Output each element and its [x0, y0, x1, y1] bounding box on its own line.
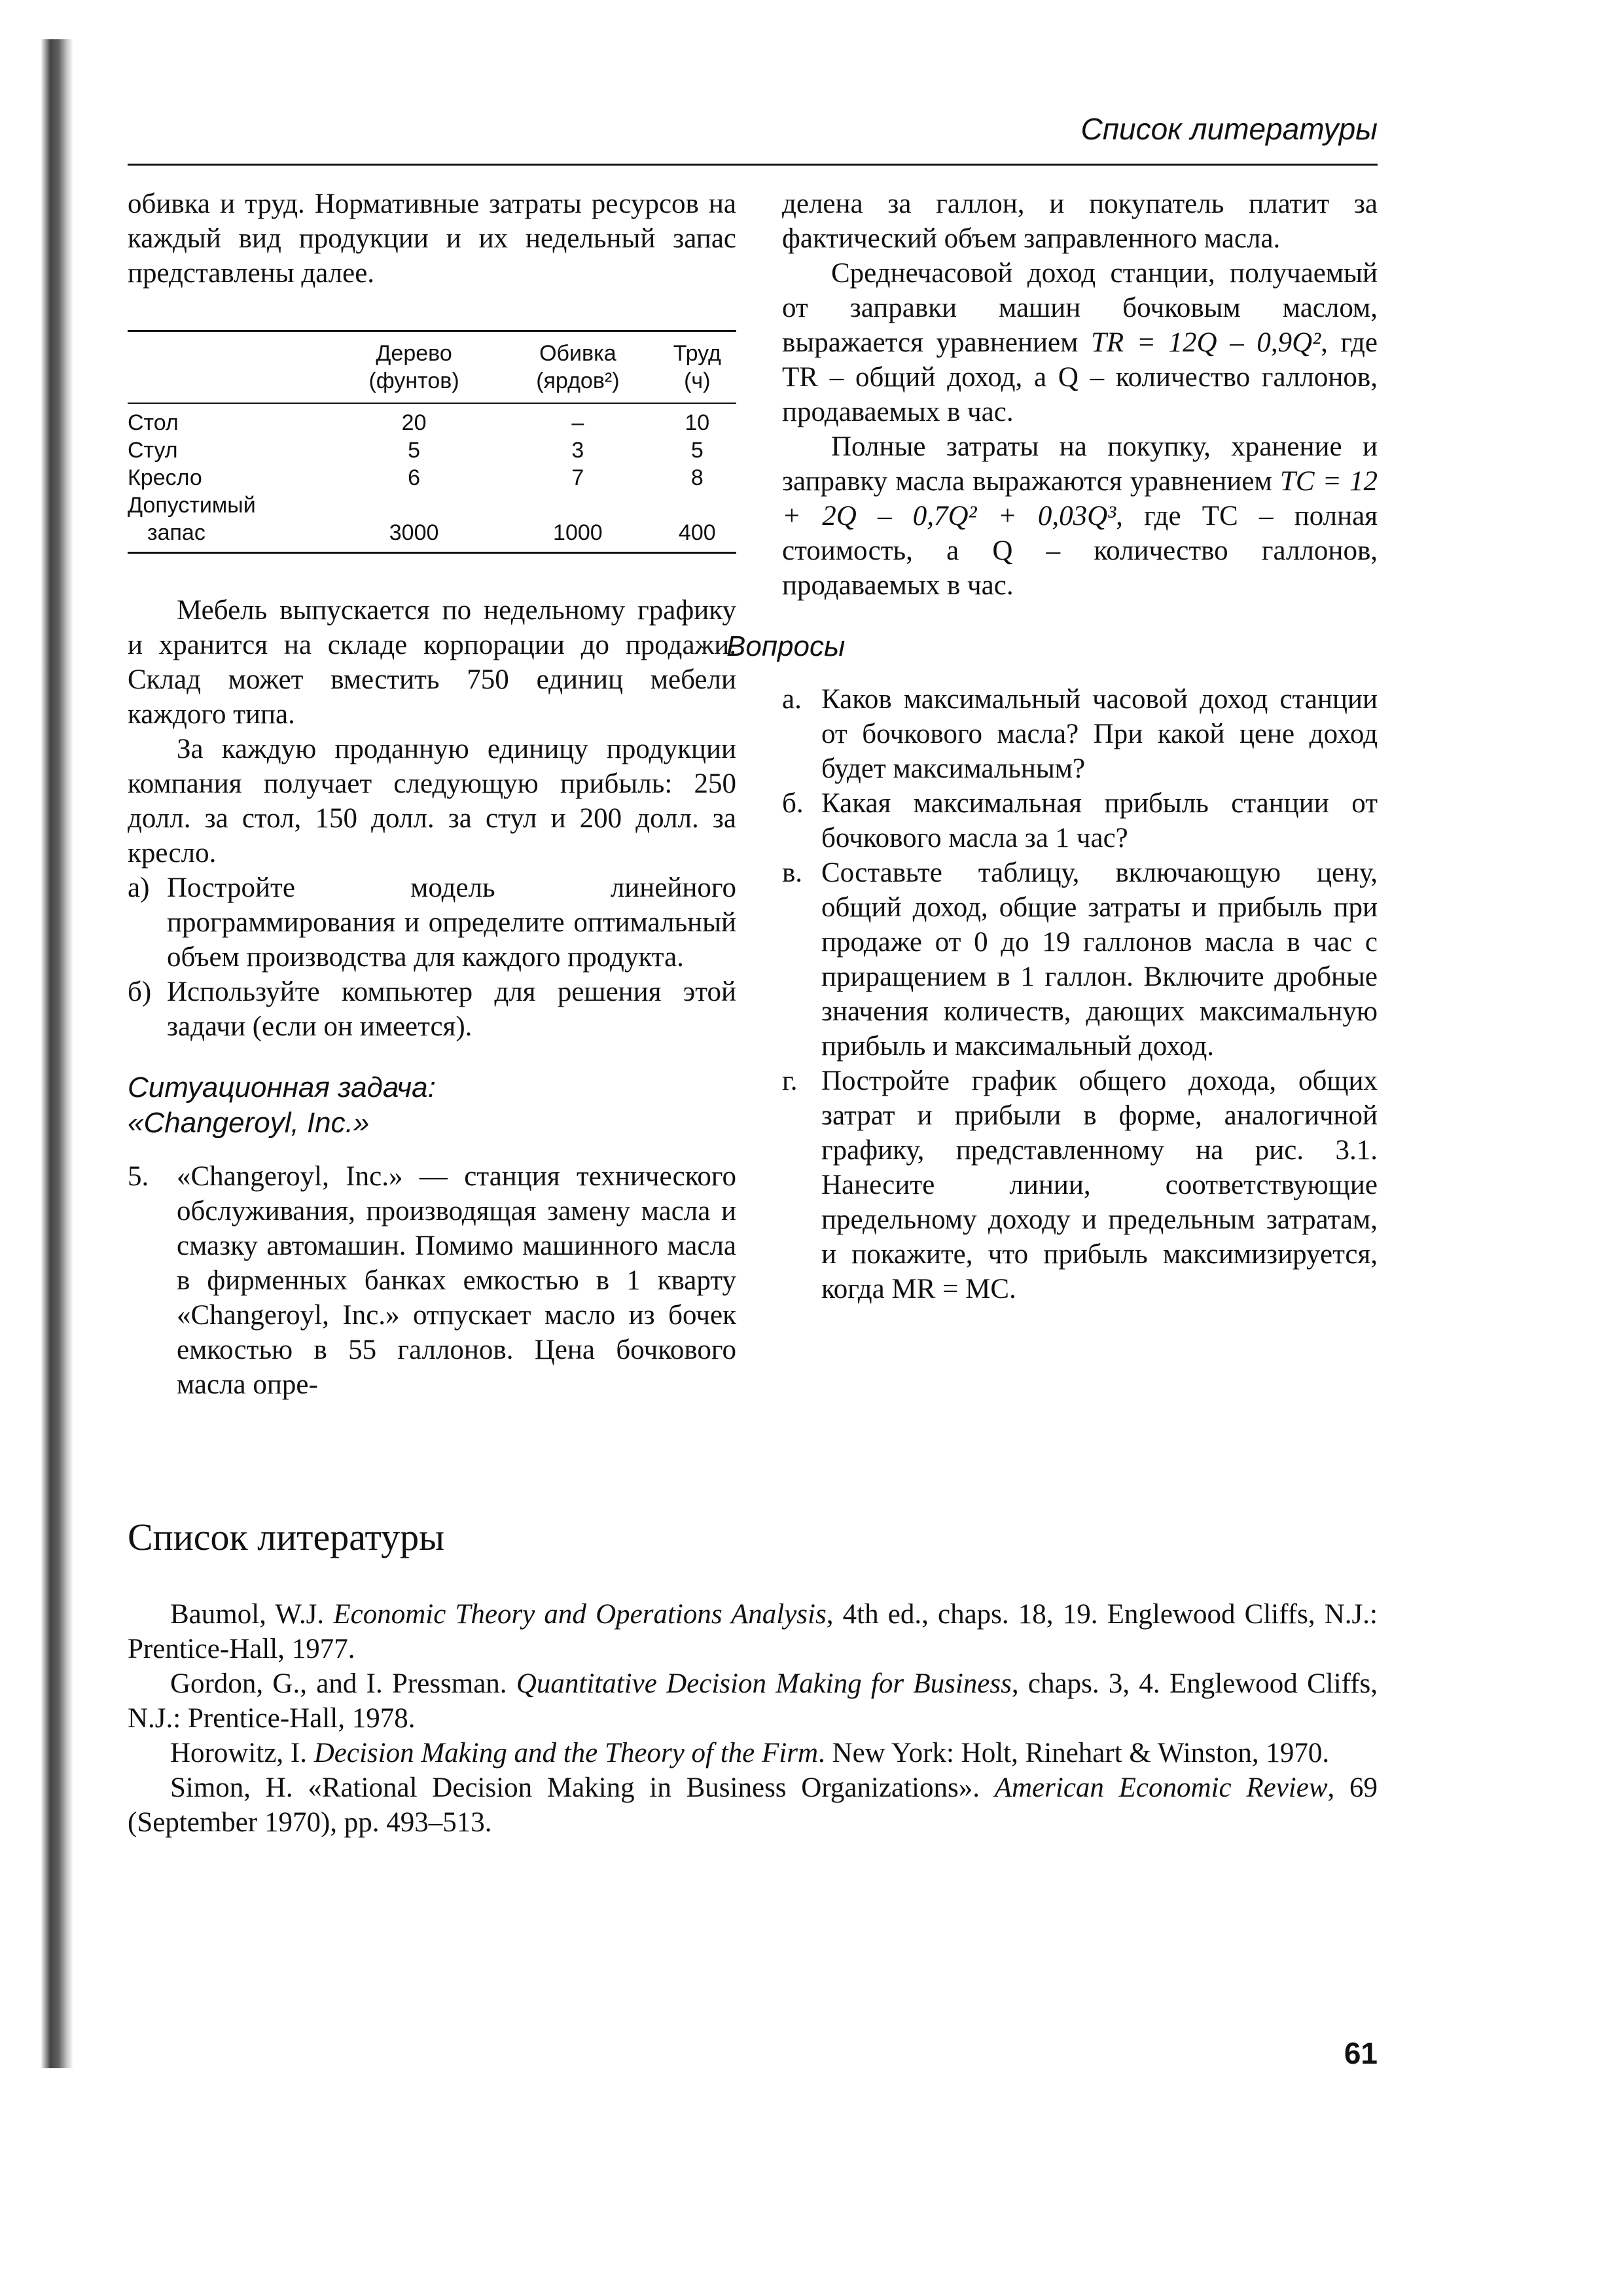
table-header-cell: Труд (ч)	[673, 341, 721, 393]
paragraph: За каждую проданную единицу продукции компания получает следующую прибыль: 250 долл. за стол, 150 долл. за стул и 200 долл. за кресло.	[128, 734, 736, 869]
paragraph: Мебель выпускается по недельному графику и хранится на складе корпорации до продажи. Склад может вместить 750 единиц мебели каждого типа.	[128, 595, 736, 730]
questions-heading: Вопросы	[726, 630, 846, 662]
paragraph: Среднечасовой доход станции, получаемый от заправки машин бочковым маслом, выражается уравнением TR = 12Q – 0,9Q², где TR – общий доход, а Q – количество галлонов, продаваемых в час.	[782, 258, 1378, 427]
list-item-text: Используйте компьютер для решения этой задачи (если он имеется).	[167, 977, 736, 1042]
case-title-line: Ситуационная задача:	[128, 1071, 436, 1103]
row-label: запас	[147, 520, 205, 545]
case-title	[128, 1070, 736, 1141]
table-cell: 10	[685, 410, 710, 435]
table-header-row	[128, 331, 736, 404]
paragraph: делена за галлон, и покупатель платит за фактический объем заправленного масла.	[782, 188, 1378, 254]
references-list	[128, 1597, 1378, 1840]
reference-title: Economic Theory and Operations Analysis	[333, 1599, 827, 1630]
question-text: Составьте таблицу, включающую цену, общий доход, общие затраты и прибыль при продаже от 0 до 19 галлонов масла в час с приращением в 1 галлон. Включите дробные значения количеств, дающих максимальную прибыль и максимальный доход.	[821, 857, 1378, 1062]
table-header-cell: Обивка (ярдов²)	[536, 341, 620, 393]
list-marker: а.	[782, 684, 802, 715]
table-cell: 7	[571, 465, 584, 490]
formula: TR = 12Q – 0,9Q²	[1090, 327, 1321, 358]
question-item	[782, 786, 1378, 855]
case-text: «Changeroyl, Inc.» — станция технического обслуживания, производящая замену масла и смазку автомашин. Помимо машинного масла в фирменных банках емкостью в 1 кварту «Changeroyl, Inc.» отпускает масло из бочек емкостью в 55 галлонов. Цена бочкового масла опре-	[177, 1161, 736, 1400]
table-cell: –	[571, 410, 584, 435]
table-row	[128, 437, 736, 464]
table-row	[128, 492, 736, 519]
intro-text: обивка и труд. Нормативные затраты ресурсов на каждый вид продукции и их недельный запас представлены далее.	[128, 188, 736, 289]
question-text: Какая максимальная прибыль станции от бочкового масла за 1 час?	[821, 788, 1378, 853]
table-cell: 400	[678, 520, 716, 545]
table-cell: 5	[408, 438, 421, 463]
row-label: Стол	[128, 410, 179, 435]
question-text: Постройте график общего дохода, общих затрат и прибыли в форме, аналогичной графику, представленному на рис. 3.1. Нанесите линии, соответствующие предельному доходу и предельным затратам, и покажите, что прибыль максимизируется, когда MR = MC.	[821, 1066, 1378, 1304]
page-number: 61	[1344, 2036, 1378, 2070]
row-label: Кресло	[128, 465, 202, 490]
question-item	[782, 682, 1378, 786]
reference-item: Baumol, W.J. Economic Theory and Operations Analysis, 4th ed., chaps. 18, 19. Englewood Cliffs, N.J.: Prentice-Hall, 1977.	[128, 1599, 1378, 1664]
list-item	[128, 870, 736, 975]
reference-item: Simon, H. «Rational Decision Making in Business Organizations». American Economic Review, 69 (September 1970), pp. 493–513.	[128, 1772, 1378, 1838]
reference-title: American Economic Review	[994, 1772, 1328, 1803]
right-column	[726, 187, 1378, 1306]
table-row	[128, 403, 736, 437]
list-marker: а)	[128, 872, 150, 903]
table-row	[128, 464, 736, 492]
list-item	[128, 975, 736, 1044]
table-header-cell: Дерево (фунтов)	[368, 341, 459, 393]
references-title: Список литературы	[128, 1516, 445, 1558]
left-column	[128, 187, 736, 1402]
reference-item: Gordon, G., and I. Pressman. Quantitative Decision Making for Business, chaps. 3, 4. Englewood Cliffs, N.J.: Prentice-Hall, 1978.	[128, 1668, 1378, 1734]
table-row	[128, 519, 736, 553]
scan-edge-shadow	[41, 39, 73, 2068]
list-item-text: Постройте модель линейного программирования и определите оптимальный объем производства для каждого продукта.	[167, 872, 736, 973]
table-cell: 6	[408, 465, 421, 490]
list-marker: б.	[782, 788, 804, 819]
case-paragraph	[128, 1159, 736, 1402]
table-cell: 20	[401, 410, 427, 435]
paragraph: Полные затраты на покупку, хранение и заправку масла выражаются уравнением TC = 12 + 2Q – 0,7Q² + 0,03Q³, где TC – полная стоимость, а Q – количество галлонов, продаваемых в час.	[782, 431, 1378, 601]
table-cell: 8	[690, 465, 704, 490]
question-text: Каков максимальный часовой доход станции от бочкового масла? При какой цене доход будет максимальным?	[821, 684, 1378, 784]
table-header-cell	[128, 331, 330, 404]
question-item	[782, 1064, 1378, 1306]
reference-title: Decision Making and the Theory of the Firm	[313, 1738, 819, 1768]
row-label: Допустимый	[128, 493, 256, 518]
case-number: 5.	[128, 1161, 149, 1192]
question-item	[782, 855, 1378, 1064]
list-marker: г.	[782, 1066, 798, 1096]
list-marker: б)	[128, 977, 152, 1007]
formula: TC = 12 + 2Q – 0,7Q² + 0,03Q³	[782, 466, 1378, 531]
resources-table	[128, 330, 736, 554]
table-cell: 3	[571, 438, 584, 463]
reference-title: Quantitative Decision Making for Business	[516, 1668, 1012, 1699]
running-header: Список литературы	[1080, 112, 1378, 146]
list-marker: в.	[782, 857, 803, 888]
header-rule	[128, 164, 1378, 166]
reference-item: Horowitz, I. Decision Making and the Theory of the Firm. New York: Holt, Rinehart & Winston, 1970.	[170, 1738, 1330, 1768]
table-cell: 3000	[389, 520, 439, 545]
table-cell: 5	[690, 438, 704, 463]
case-title-line: «Changeroyl, Inc.»	[128, 1107, 370, 1139]
row-label: Стул	[128, 438, 178, 463]
table-cell: 1000	[553, 520, 603, 545]
